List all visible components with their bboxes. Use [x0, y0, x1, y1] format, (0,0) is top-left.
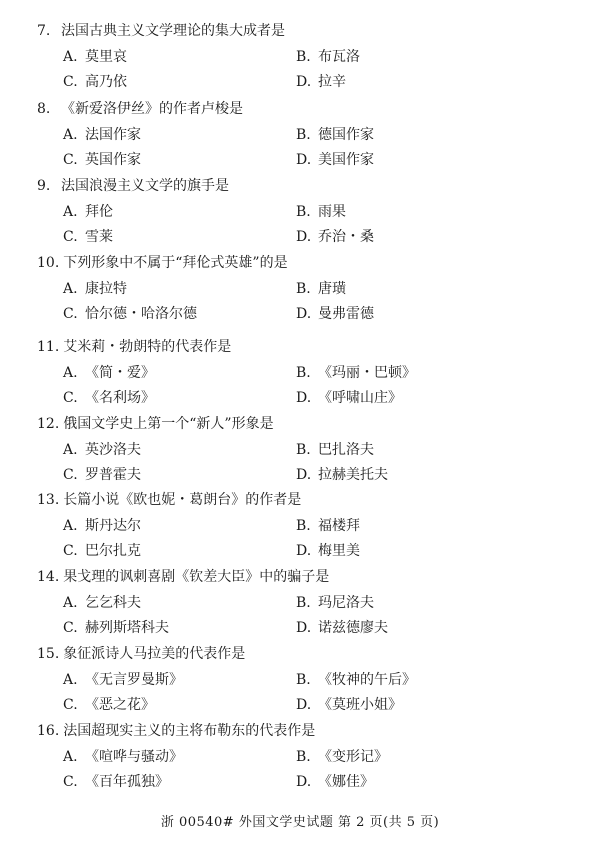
option-text: 《恶之花》: [85, 697, 155, 713]
option-letter: B.: [296, 749, 311, 765]
option-letter: B.: [296, 365, 311, 381]
option-letter: C.: [63, 697, 78, 713]
page-footer: 浙 00540# 外国文学史试题 第 2 页(共 5 页): [160, 815, 440, 830]
option-text: 《娜佳》: [318, 774, 374, 790]
option-c: [63, 770, 169, 794]
question-stem: [37, 488, 301, 512]
option-text: 巴尔扎克: [85, 543, 141, 559]
option-b: [296, 745, 388, 769]
question-13: [0, 488, 600, 564]
question-text: 象征派诗人马拉美的代表作是: [63, 646, 246, 662]
option-letter: A.: [63, 365, 78, 381]
option-b: [296, 438, 374, 462]
option-text: 巴扎洛夫: [318, 442, 374, 458]
question-stem: [37, 174, 229, 198]
option-a: [63, 45, 127, 69]
option-letter: B.: [296, 672, 311, 688]
option-letter: B.: [296, 281, 311, 297]
question-number: 16.: [37, 723, 60, 739]
question-stem: [37, 412, 274, 436]
option-b: [296, 668, 416, 692]
option-text: 《喧哗与骚动》: [85, 749, 183, 765]
option-letter: D.: [296, 74, 312, 90]
option-text: 雪莱: [85, 229, 113, 245]
option-text: 曼弗雷德: [318, 306, 374, 322]
option-letter: D.: [296, 229, 312, 245]
option-a: [63, 591, 141, 615]
option-letter: B.: [296, 204, 311, 220]
option-text: 乔治・桑: [318, 229, 374, 245]
option-letter: A.: [63, 595, 78, 611]
option-text: 唐璜: [318, 281, 346, 297]
option-c: [63, 463, 141, 487]
option-letter: D.: [296, 467, 312, 483]
option-b: [296, 591, 374, 615]
option-d: [296, 302, 374, 326]
option-letter: D.: [296, 390, 312, 406]
option-c: [63, 148, 141, 172]
question-stem: [37, 97, 243, 121]
option-d: [296, 386, 402, 410]
option-letter: D.: [296, 543, 312, 559]
question-text: 下列形象中不属于“拜伦式英雄”的是: [63, 255, 288, 271]
option-text: 莫里哀: [85, 49, 127, 65]
option-d: [296, 539, 360, 563]
question-stem: [37, 719, 315, 743]
option-c: [63, 225, 113, 249]
option-letter: B.: [296, 127, 311, 143]
question-text: 果戈理的讽刺喜剧《钦差大臣》中的骗子是: [63, 569, 330, 585]
option-text: 布瓦洛: [318, 49, 360, 65]
question-10: [0, 251, 600, 327]
option-text: 《简・爱》: [85, 365, 155, 381]
option-letter: A.: [63, 49, 78, 65]
option-text: 英沙洛夫: [85, 442, 141, 458]
option-letter: A.: [63, 127, 78, 143]
option-d: [296, 70, 346, 94]
option-text: 诺兹德廖夫: [318, 620, 388, 636]
option-text: 法国作家: [85, 127, 141, 143]
option-d: [296, 770, 374, 794]
option-text: 斯丹达尔: [85, 518, 141, 534]
option-text: 德国作家: [318, 127, 374, 143]
question-15: [0, 642, 600, 718]
option-d: [296, 693, 402, 717]
option-letter: D.: [296, 620, 312, 636]
option-letter: A.: [63, 672, 78, 688]
question-number: 10.: [37, 255, 60, 271]
option-letter: A.: [63, 518, 78, 534]
question-text: 法国超现实主义的主将布勒东的代表作是: [63, 723, 316, 739]
option-c: [63, 386, 155, 410]
question-8: [0, 97, 600, 173]
question-text: 艾米莉・勃朗特的代表作是: [63, 339, 232, 355]
option-b: [296, 277, 346, 301]
option-letter: C.: [63, 74, 78, 90]
option-letter: C.: [63, 306, 78, 322]
option-letter: D.: [296, 774, 312, 790]
option-b: [296, 45, 360, 69]
question-number: 8.: [37, 101, 51, 117]
option-text: 《无言罗曼斯》: [85, 672, 183, 688]
question-14: [0, 565, 600, 641]
option-letter: C.: [63, 229, 78, 245]
question-text: 法国古典主义文学理论的集大成者是: [61, 23, 285, 39]
option-b: [296, 361, 416, 385]
option-letter: D.: [296, 152, 312, 168]
question-number: 9.: [37, 178, 51, 194]
option-text: 《玛丽・巴顿》: [318, 365, 416, 381]
question-stem: [37, 251, 288, 275]
option-text: 雨果: [318, 204, 346, 220]
option-text: 恰尔德・哈洛尔德: [85, 306, 197, 322]
option-letter: D.: [296, 306, 312, 322]
question-number: 7.: [37, 23, 51, 39]
question-12: [0, 412, 600, 488]
option-text: 《牧神的午后》: [318, 672, 416, 688]
question-number: 12.: [37, 416, 60, 432]
option-text: 美国作家: [318, 152, 374, 168]
question-7: [0, 19, 600, 95]
option-letter: A.: [63, 749, 78, 765]
option-text: 《呼啸山庄》: [318, 390, 402, 406]
option-text: 梅里美: [318, 543, 360, 559]
question-9: [0, 174, 600, 250]
option-letter: C.: [63, 390, 78, 406]
option-a: [63, 123, 141, 147]
option-text: 英国作家: [85, 152, 141, 168]
option-d: [296, 225, 374, 249]
option-b: [296, 123, 374, 147]
question-16: [0, 719, 600, 795]
option-text: 赫列斯塔科夫: [85, 620, 169, 636]
option-letter: C.: [63, 543, 78, 559]
option-text: 《名利场》: [85, 390, 155, 406]
option-a: [63, 200, 113, 224]
question-text: 俄国文学史上第一个“新人”形象是: [63, 416, 274, 432]
option-text: 拉辛: [318, 74, 346, 90]
option-letter: C.: [63, 774, 78, 790]
option-letter: C.: [63, 467, 78, 483]
question-stem: [37, 565, 329, 589]
question-stem: [37, 335, 231, 359]
option-b: [296, 514, 360, 538]
option-a: [63, 745, 183, 769]
option-letter: B.: [296, 595, 311, 611]
option-b: [296, 200, 346, 224]
option-c: [63, 70, 127, 94]
question-number: 11.: [37, 339, 60, 355]
option-a: [63, 277, 127, 301]
option-letter: A.: [63, 281, 78, 297]
option-d: [296, 148, 374, 172]
option-c: [63, 693, 155, 717]
question-text: 法国浪漫主义文学的旗手是: [61, 178, 229, 194]
option-a: [63, 668, 183, 692]
question-stem: [37, 642, 245, 666]
option-a: [63, 438, 141, 462]
question-text: 长篇小说《欧也妮・葛朗台》的作者是: [63, 492, 302, 508]
option-d: [296, 616, 388, 640]
option-letter: A.: [63, 204, 78, 220]
option-d: [296, 463, 388, 487]
option-text: 《变形记》: [318, 749, 388, 765]
option-text: 罗普霍夫: [85, 467, 141, 483]
option-c: [63, 616, 169, 640]
question-number: 14.: [37, 569, 60, 585]
option-letter: A.: [63, 442, 78, 458]
option-letter: C.: [63, 620, 78, 636]
option-text: 拜伦: [85, 204, 113, 220]
option-text: 高乃依: [85, 74, 127, 90]
option-text: 乞乞科夫: [85, 595, 141, 611]
question-stem: [37, 19, 285, 43]
option-text: 《莫班小姐》: [318, 697, 402, 713]
option-text: 《百年孤独》: [85, 774, 169, 790]
option-c: [63, 302, 197, 326]
option-letter: B.: [296, 442, 311, 458]
option-letter: C.: [63, 152, 78, 168]
question-number: 15.: [37, 646, 60, 662]
option-text: 福楼拜: [318, 518, 360, 534]
option-c: [63, 539, 141, 563]
option-letter: D.: [296, 697, 312, 713]
option-text: 康拉特: [85, 281, 127, 297]
question-11: [0, 335, 600, 411]
option-text: 玛尼洛夫: [318, 595, 374, 611]
option-letter: B.: [296, 49, 311, 65]
option-a: [63, 514, 141, 538]
option-letter: B.: [296, 518, 311, 534]
option-text: 拉赫美托夫: [318, 467, 388, 483]
option-a: [63, 361, 155, 385]
question-number: 13.: [37, 492, 60, 508]
question-text: 《新爱洛伊丝》的作者卢梭是: [61, 101, 243, 117]
